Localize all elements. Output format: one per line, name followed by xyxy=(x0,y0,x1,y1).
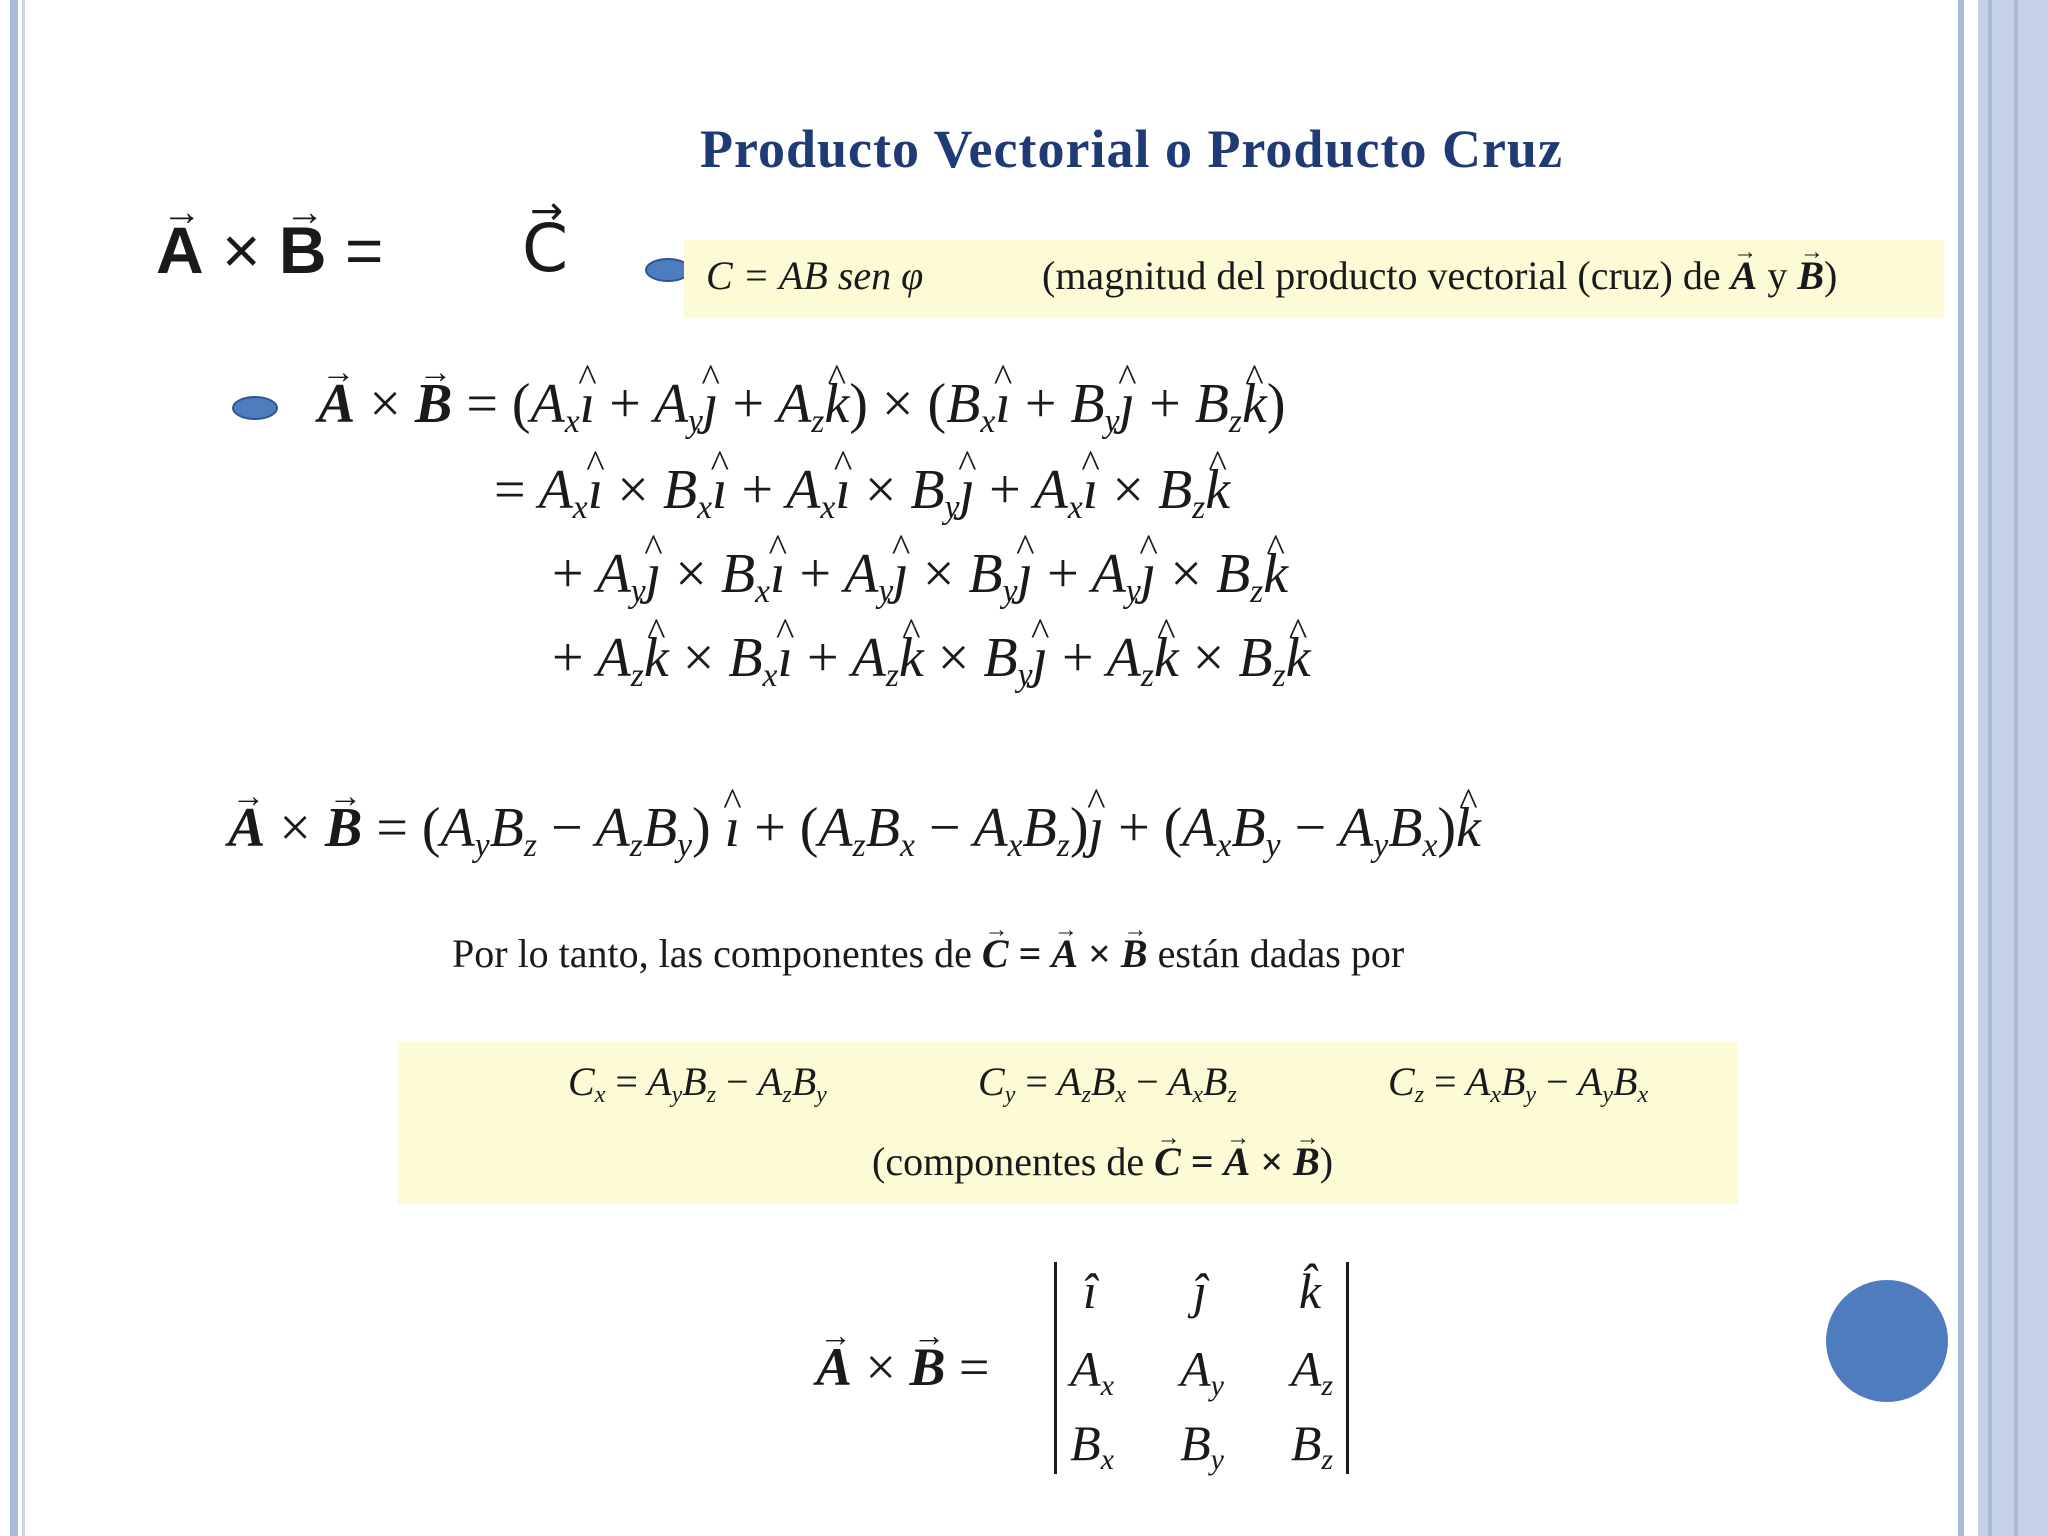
det-bz: $B_z$ xyxy=(1290,1415,1334,1476)
expansion-line-3: + $A_y\^{}$ ȷ × $B_x\^{}$ ı + $A_y\^{}$ ȷ × $B_y\^{}$ ȷ + $A_y\^{}$ ȷ × $B_z\^{}$ k xyxy=(552,542,1288,611)
det-ax: $A_x$ xyxy=(1070,1341,1114,1402)
determinant-lhs: → A × → B = xyxy=(816,1336,990,1398)
slide-frame-right-band xyxy=(1978,0,2048,1536)
components-caption: (componentes de → C = → A × → B) xyxy=(872,1138,1333,1185)
component-cz: $C_z = A_xB_y - A_yB_x$ xyxy=(1388,1059,1649,1109)
component-cx: $C_x = A_yB_z - A_zB_y$ xyxy=(568,1059,827,1109)
component-cy: $C_y = A_zB_x - A_xB_z$ xyxy=(978,1059,1237,1109)
magnitude-formula: C = AB sen φ xyxy=(706,253,924,298)
bullet-expansion xyxy=(232,396,278,420)
det-i-hat: î xyxy=(1083,1263,1097,1319)
expansion-line-4: + $A_z\^{}$ $k \times B_x\^{}$ ı + $A_z\^{}$ $k \times B_y\^{}$ ȷ + $A_z\^{}$ $k \times B_z\^{}$ k xyxy=(552,626,1311,695)
decorative-circle xyxy=(1826,1280,1948,1402)
expansion-line-2: = $A_x\^{}$ ı × $B_x\^{}$ ı + $A_x\^{}$ ı × $B_y\^{}$ ȷ + $A_x\^{}$ ı × $B_z\^{}$ k xyxy=(494,458,1230,527)
expansion-line-1: → A × → $B = (A_x\^{}$ ı + $A_y\^{}$ ȷ + $A_z\^{}$ $k) \times (B_x\^{}$ ı + $B_y\^{}$ ȷ + $B_z\^{}$ k) xyxy=(318,372,1286,441)
det-j-hat: ĵ xyxy=(1193,1263,1207,1319)
slide-frame-left-inner xyxy=(22,0,25,1536)
det-k-hat: k̂ xyxy=(1298,1263,1322,1319)
det-bx: $B_x$ xyxy=(1070,1415,1114,1476)
det-ay: $A_y$ xyxy=(1180,1341,1224,1402)
magnitude-note: (magnitud del producto vectorial (cruz) de → A y → B) xyxy=(1042,252,1837,299)
det-by: $B_y$ xyxy=(1180,1415,1224,1476)
vector-c-label: → C xyxy=(522,210,568,287)
components-intro: Por lo tanto, las componentes de → C = → A × → B están dadas por xyxy=(452,930,1404,977)
slide-title: Producto Vectorial o Producto Cruz xyxy=(700,119,1563,179)
cross-product-definition: → A × → B = xyxy=(156,212,383,288)
det-az: $A_z$ xyxy=(1290,1341,1334,1402)
cross-product-result: → A × → $B = (A_yB_z - A_zB_y)$ ^ ı + ($A_zB_x$ − $A_xB_z)\^{}$ ȷ + ($A_xB_y$ − $A_yB_x)\^{}$ k xyxy=(228,796,1481,865)
slide-frame-left xyxy=(10,0,18,1536)
slide-frame-right-line xyxy=(1958,0,1964,1536)
